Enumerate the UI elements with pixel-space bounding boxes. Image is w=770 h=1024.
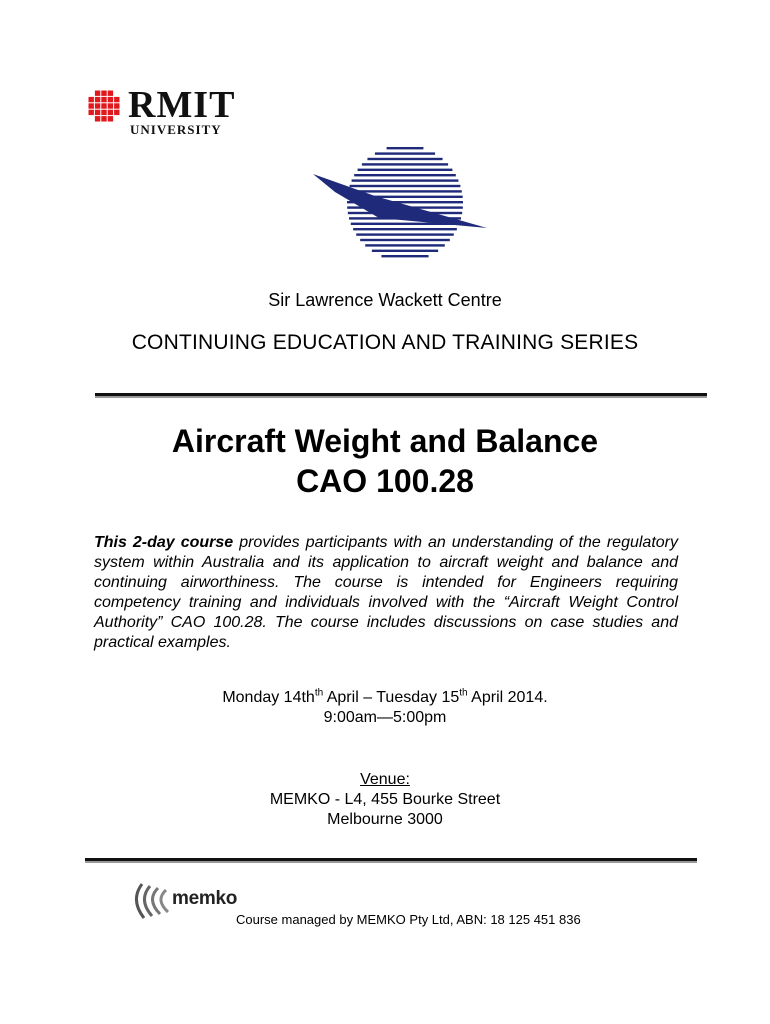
date-part3: April 2014.	[467, 689, 548, 706]
venue-block	[0, 770, 770, 830]
top-divider	[95, 393, 707, 396]
date-part2: April – Tuesday 15	[323, 689, 460, 706]
venue-address: MEMKO - L4, 455 Bourke Street	[269, 791, 501, 808]
memko-swirl-icon	[128, 878, 174, 924]
venue-city: Melbourne 3000	[327, 811, 443, 828]
date-sup2: th	[459, 687, 468, 699]
description-lead: This 2-day course	[94, 534, 234, 551]
description-body: provides participants with an understanding of the regulatory system within Australia and its application to aircraft weight and balance and continuing airworthiness. The course is intended for Engineers requiring competency training and individuals involved with the “Aircraft Weight Control Authority” CAO 100.28. The course includes discussions on case studies and practical examples.	[94, 534, 678, 651]
course-title-line2: CAO 100.28	[296, 463, 474, 499]
course-title-line1: Aircraft Weight and Balance	[171, 423, 599, 459]
course-schedule	[0, 688, 770, 728]
date-sup1: th	[314, 687, 324, 699]
bottom-divider	[85, 858, 697, 861]
course-description	[94, 533, 678, 653]
course-title	[0, 421, 770, 501]
rmit-university-logo	[88, 86, 248, 142]
rmit-logo-subtitle: UNIVERSITY	[130, 122, 222, 137]
managed-by-note: Course managed by MEMKO Pty Ltd, ABN: 18 125 451 836	[236, 912, 581, 927]
date-line	[0, 688, 770, 708]
rmit-pixel-icon	[88, 90, 122, 124]
memko-wordmark: memko	[172, 888, 238, 909]
date-part1: Monday 14th	[222, 689, 315, 706]
rmit-logo-wordmark: RMIT	[128, 84, 236, 126]
wackett-centre-emblem	[305, 140, 495, 270]
time-line: 9:00am—5:00pm	[323, 709, 447, 726]
venue-label: Venue:	[360, 771, 410, 788]
centre-name: Sir Lawrence Wackett Centre	[268, 290, 502, 310]
series-title: CONTINUING EDUCATION AND TRAINING SERIES	[131, 331, 639, 354]
